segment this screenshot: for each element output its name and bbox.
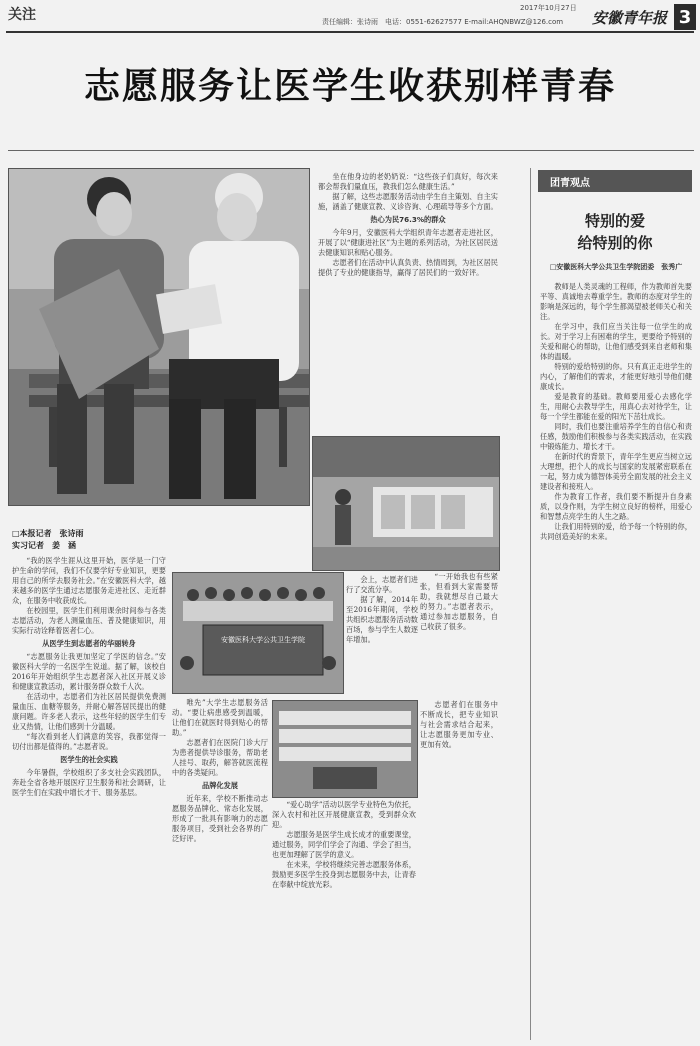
- large-group-illustration: [273, 701, 417, 797]
- paragraph: 今年暑假，学校组织了多支社会实践团队，奔赴全省各地开展医疗卫生服务和社会调研，让医学生们在实践中增长才干、服务基层。: [12, 768, 166, 797]
- section-tag: 关注: [8, 7, 36, 23]
- newspaper-masthead: 安徽青年报: [592, 9, 668, 27]
- paragraph: 同时，我们也要注重培养学生的自信心和责任感，鼓励他们积极参与各类实践活动，在实践中锻炼能力、增长才干。: [540, 422, 692, 451]
- main-photo: [8, 168, 310, 506]
- paragraph: “一开始我也有些紧张，但看到大家需要帮助，我就想尽自己最大的努力。”志愿者表示，通过参加志愿服务，自己收获了很多。: [420, 572, 498, 631]
- paragraph: 据了解，2014年至2016年期间，学校共组织志愿服务活动数百场，参与学生人数逐年增加。: [346, 595, 418, 644]
- paragraph: 在活动中，志愿者们为社区居民提供免费测量血压、血糖等服务，并耐心解答居民提出的健康问题。许多老人表示，这些年轻的医学生们专业又热情，让他们感到十分温暖。: [12, 692, 166, 731]
- paragraph: 在新时代的背景下，青年学生更应当树立远大理想，把个人的成长与国家的发展紧密联系在一起，努力成为德智体美劳全面发展的社会主义建设者和接班人。: [540, 452, 692, 491]
- sidebar-section-label: 团青观点: [538, 170, 692, 192]
- group-banner-text: 安徽医科大学公共卫生学院: [221, 636, 305, 644]
- byline-reporter: □本报记者 张诗雨: [12, 529, 84, 538]
- paragraph: 爱是教育的基础。教师要用爱心去感化学生，用耐心去教导学生，用真心去对待学生，让每一个学生都能在爱的阳光下茁壮成长。: [540, 392, 692, 421]
- article-column-4: [420, 700, 498, 798]
- paragraph: 志愿者们在服务中不断成长，把专业知识与社会需求结合起来，让志愿服务更加专业、更加有效。: [420, 700, 498, 749]
- sidebar-byline: □安徽医科大学公共卫生学院团委 张秀广: [549, 263, 683, 271]
- paragraph: “爱心助学”活动以医学专业特色为依托，深入农村和社区开展健康宣教，受到群众欢迎。: [272, 800, 416, 829]
- volunteer-group-photo: [172, 572, 344, 694]
- paragraph: 特别的爱给特别的你。只有真正走进学生的内心，了解他们的需求，才能更好地引导他们健康成长。: [540, 362, 692, 391]
- article-headline: 志愿服务让医学生收获别样青春: [83, 65, 616, 107]
- byline-intern: 实习记者 姜 涵: [12, 541, 76, 550]
- article-column-2: [172, 698, 268, 1040]
- sidebar-title-line2: 给特别的你: [577, 234, 653, 252]
- group-with-banner-illustration: [173, 573, 343, 693]
- paragraph: 坐在他身边的老奶奶说：“这些孩子们真好，每次来都会帮我们量血压，教我们怎么健康生活。”: [318, 172, 498, 191]
- article-column-mid2: [420, 572, 498, 702]
- paragraph: 会上，志愿者们进行了交流分享。: [346, 575, 418, 594]
- paragraph: 让我们用特别的爱，给予每一个特别的你，共同创造美好的未来。: [540, 522, 692, 541]
- paragraph: “我的医学生涯从这里开始，医学是一门守护生命的学问，我们不仅要学好专业知识，更要用自己的所学去服务社会。”在安徽医科大学，越来越多的医学生通过志愿服务走进社区、走近群众，在服务中收获成长。: [12, 556, 166, 605]
- paragraph: 在学习中，我们应当关注每一位学生的成长。对于学习上有困难的学生，更要给予特别的关爱和耐心的帮助，让他们感受到来自老师和集体的温暖。: [540, 322, 692, 361]
- editor-contact: 责任编辑：张诗雨 电话：0551-62627577 E-mail:AHQNBWZ@126.com: [322, 18, 564, 26]
- subheading: 医学生的社会实践: [60, 755, 118, 764]
- paragraph: 近年来，学校不断推动志愿服务品牌化、常态化发展，形成了一批具有影响力的志愿服务项目，受到社会各界的广泛好评。: [172, 794, 268, 843]
- assembly-photo: [272, 700, 418, 798]
- sidebar-title: [538, 210, 692, 254]
- paragraph: 志愿者们在活动中认真负责、热情周到，为社区居民提供了专业的健康指导，赢得了居民们的一致好评。: [318, 258, 498, 277]
- paragraph: “志愿服务让我更加坚定了学医的信念。”安徽医科大学的一名医学生说道。据了解，该校自2016年开始组织学生志愿者深入社区开展义诊和健康宣教活动，累计服务群众数千人次。: [12, 652, 166, 691]
- issue-date: 2017年10月27日: [520, 4, 577, 12]
- article-byline: [12, 528, 84, 552]
- paragraph: 今年9月，安徽医科大学组织青年志愿者走进社区，开展了以“健康进社区”为主题的系列活动，为社区居民送去健康知识和贴心服务。: [318, 228, 498, 257]
- students-with-elder-illustration: [9, 169, 309, 505]
- paragraph: 作为教育工作者，我们要不断提升自身素质，以身作则，为学生树立良好的榜样，用爱心和智慧点亮学生的人生之路。: [540, 492, 692, 521]
- outdoor-exhibition-illustration: [313, 437, 499, 570]
- article-column-2b: [272, 800, 416, 1040]
- subheading: 从医学生到志愿者的华丽转身: [42, 639, 136, 648]
- article-column-middle: [318, 172, 498, 432]
- header-divider: [6, 31, 694, 33]
- paragraph: “每次看到老人们满意的笑容，我都觉得一切付出都是值得的。”志愿者说。: [12, 732, 166, 751]
- page-number: 3: [674, 4, 696, 30]
- subheading: 热心为民76.3%的群众: [370, 215, 446, 224]
- paragraph: 唯先”大学生志愿服务活动。“要让病患感受到温暖，让他们在就医时得到贴心的帮助。”: [172, 698, 268, 737]
- street-activity-photo: [312, 436, 500, 571]
- article-column-1: [12, 556, 166, 1040]
- article-column-a: [346, 575, 418, 701]
- subheading: 品牌化发展: [202, 781, 238, 790]
- paragraph: 志愿服务是医学生成长成才的重要课堂，通过服务，同学们学会了沟通、学会了担当，也更加理解了医学的意义。: [272, 830, 416, 859]
- paragraph: 在校园里，医学生们利用课余时间参与各类志愿活动，为老人测量血压、普及健康知识，用实际行动诠释着医者仁心。: [12, 606, 166, 635]
- sidebar-title-line1: 特别的爱: [584, 212, 645, 230]
- headline-divider: [8, 150, 694, 151]
- paragraph: 教师是人类灵魂的工程师，作为教师首先要平等、真诚地去尊重学生。教师的态度对学生的影响是深远的，每个学生都渴望被老师关心和关注。: [540, 282, 692, 321]
- sidebar-divider: [530, 168, 531, 1040]
- paragraph: 在未来，学校将继续完善志愿服务体系，鼓励更多医学生投身到志愿服务中去，让青春在奉献中绽放光彩。: [272, 860, 416, 889]
- paragraph: 志愿者们在医院门诊大厅为患者提供导诊服务，帮助老人挂号、取药，解答就医流程中的各类疑问。: [172, 738, 268, 777]
- sidebar-column: [540, 282, 692, 1040]
- paragraph: 据了解，这些志愿服务活动由学生自主策划、自主实施，涵盖了健康宣教、义诊咨询、心理疏导等多个方面。: [318, 192, 498, 211]
